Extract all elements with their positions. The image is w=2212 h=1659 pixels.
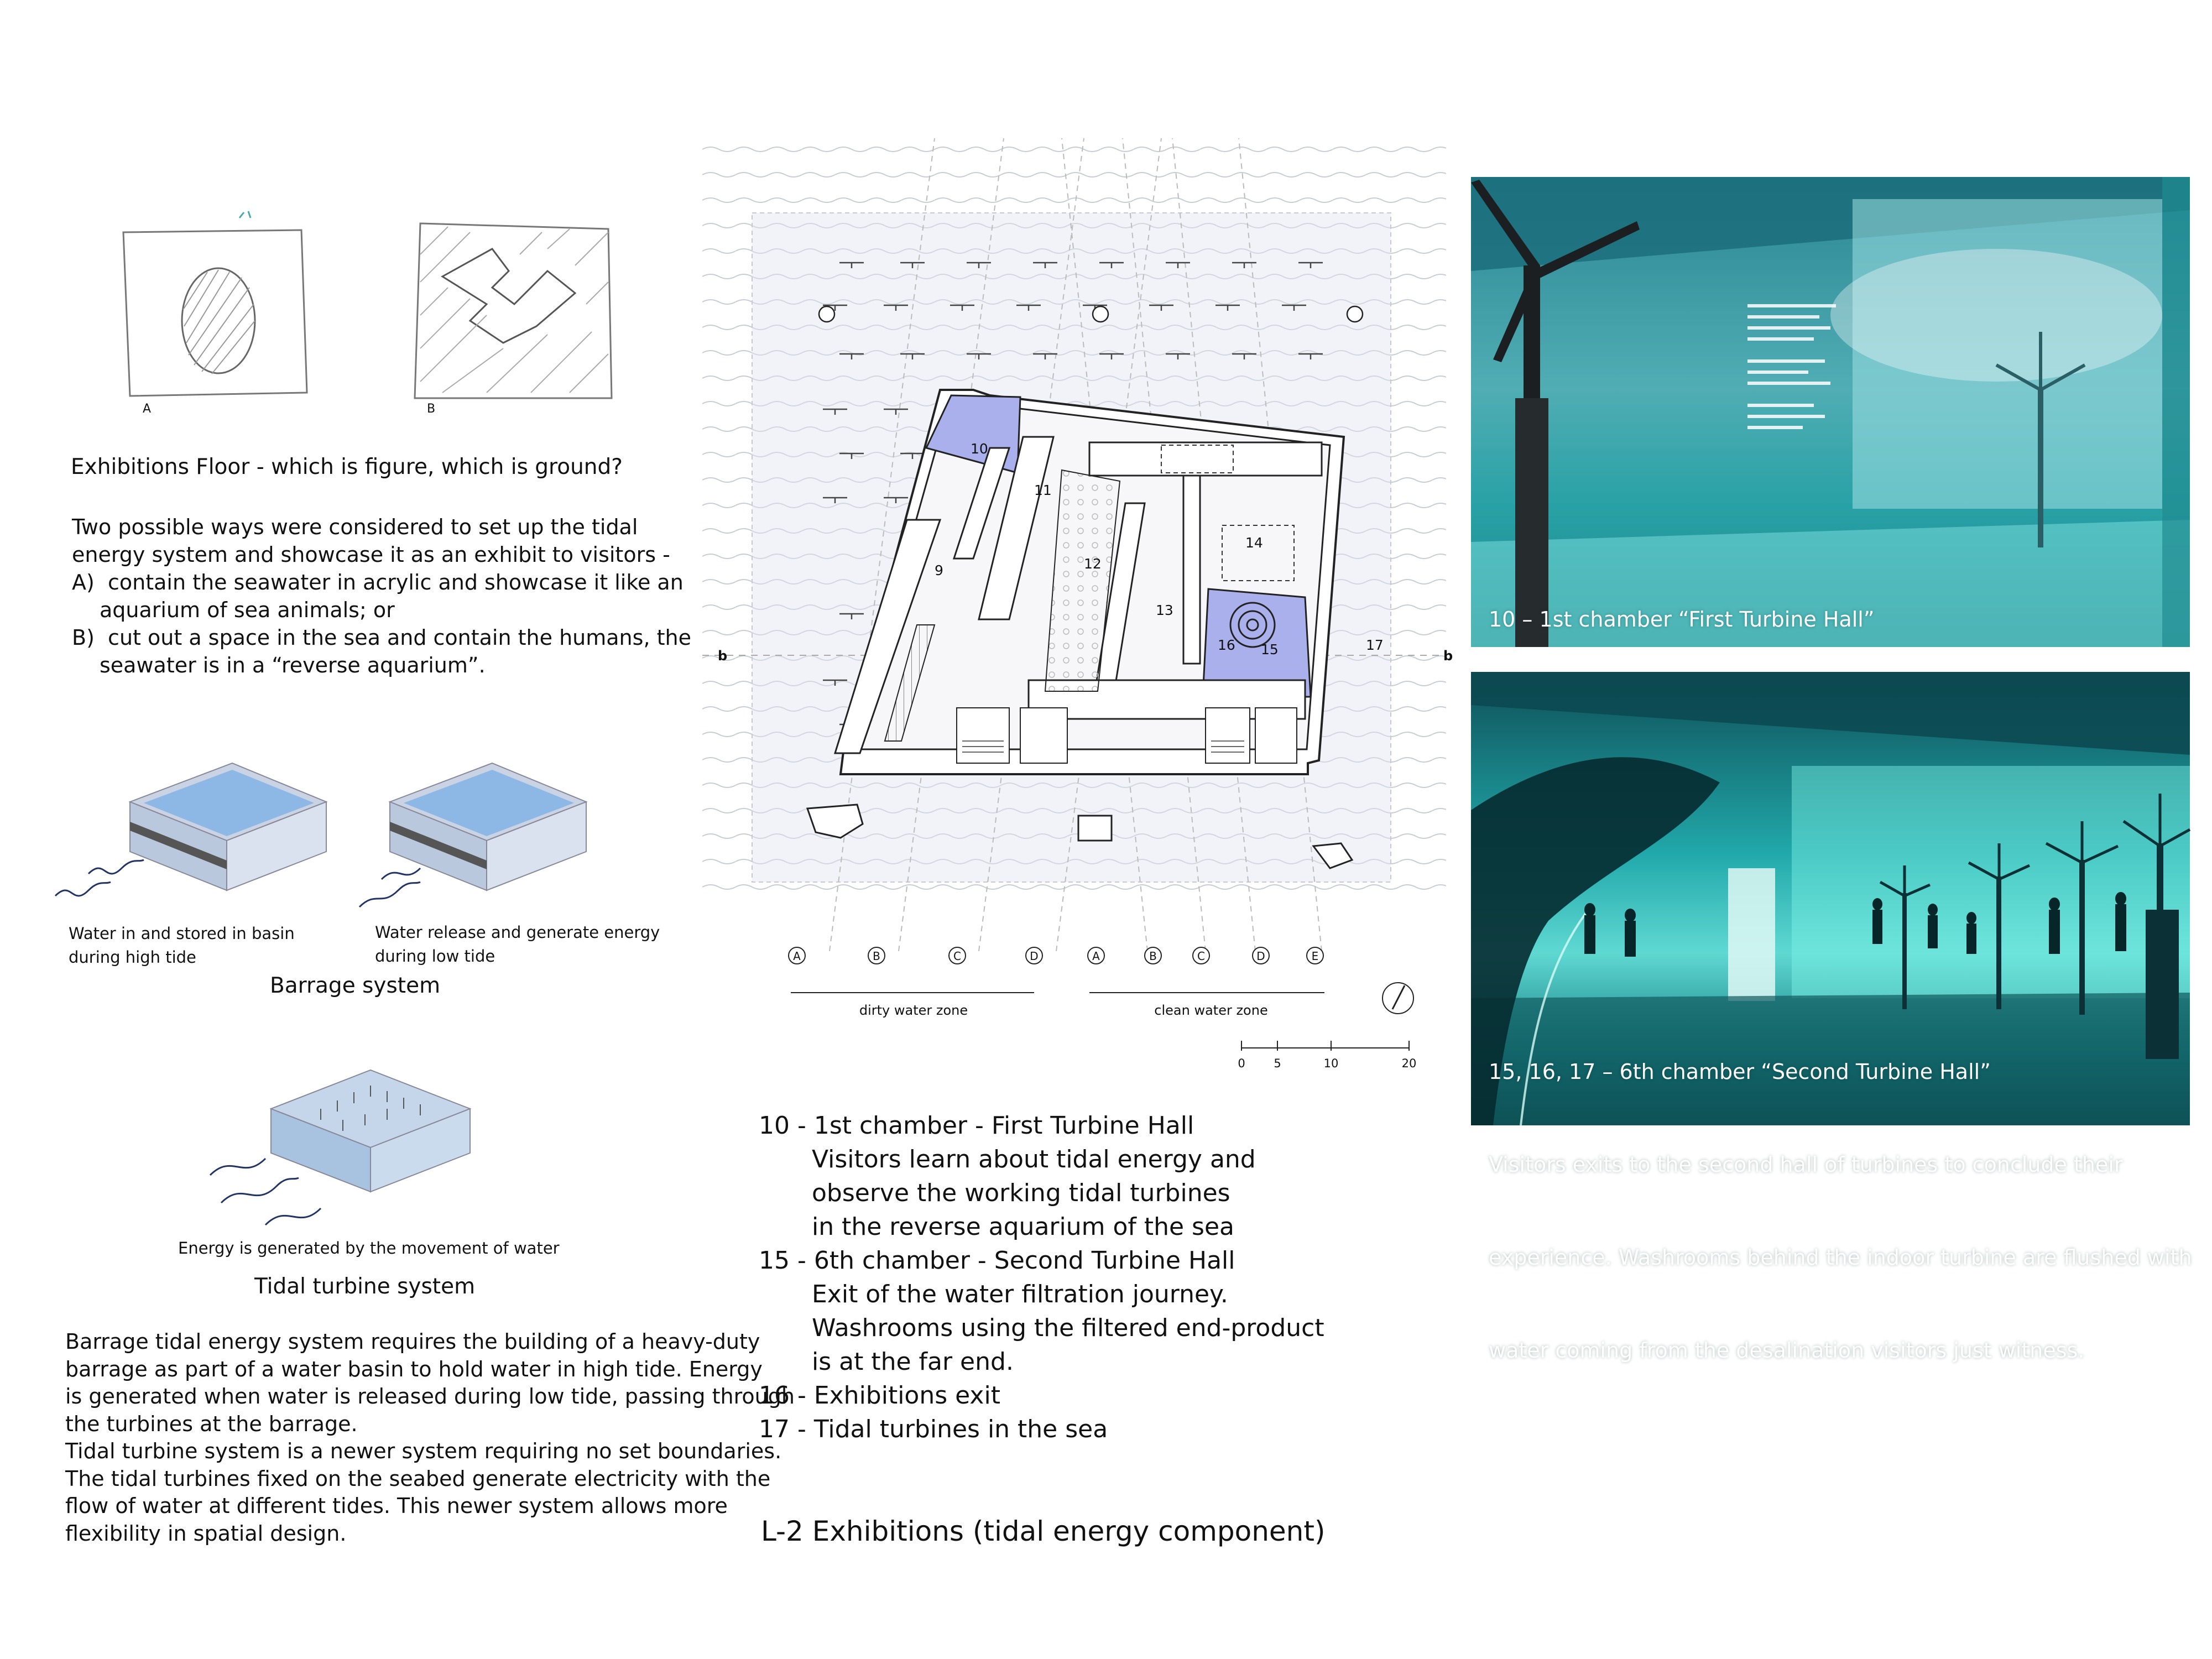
second-turbine-hall-render [1471,672,2192,1363]
sketch-a-label: A [143,402,152,416]
room-12: 12 [1084,556,1102,572]
legend-item-17: 17 - Tidal turbines in the sea [759,1415,1108,1443]
floor-plan [702,138,1460,1078]
axis-clean-c: C [1197,950,1205,963]
legend-item-10-line: observe the working tidal turbines [812,1179,1230,1207]
description-line: Tidal turbine system is a newer system requiring no set boundaries. [65,1439,782,1463]
room-14: 14 [1245,535,1263,551]
dirty-water-zone-label: dirty water zone [859,1003,968,1018]
legend-item-15-line: Washrooms using the filtered end-product [812,1314,1324,1342]
description-line: The tidal turbines fixed on the seabed generate electricity with the [65,1466,771,1491]
barrage-caption-high-tide: Water in and stored in basin during high tide [69,924,295,967]
north-arrow-icon [1383,983,1413,1014]
legend-item-15-title: 15 - 6th chamber - Second Turbine Hall [759,1246,1235,1275]
axis-clean-d: D [1256,950,1265,963]
tidal-caption: Energy is generated by the movement of water [178,1239,560,1258]
photo-1-caption-title: 10 – 1st chamber “First Turbine Hall” [1489,607,1875,632]
photo-2-caption-line: experience. Washrooms behind the indoor turbine are flushed with [1489,1245,2192,1270]
axis-dirty-a: A [793,950,801,963]
axis-dirty-d: D [1030,950,1039,963]
legend-item-15-line: Exit of the water filtration journey. [812,1280,1228,1308]
description-line: is generated when water is released during low tide, passing through [65,1384,795,1408]
tidal-energy-description [65,1328,795,1547]
description-line: barrage as part of a water basin to hold water in high tide. Energy [65,1357,763,1381]
photo-2-caption-title: 15, 16, 17 – 6th chamber “Second Turbine Hall” [1489,1060,1991,1084]
legend-item-15-line: is at the far end. [812,1348,1014,1376]
legend-item-10-line: Visitors learn about tidal energy and [812,1145,1256,1173]
barrage-diagram-high-tide [50,741,337,907]
description-line: Barrage tidal energy system requires the building of a heavy-duty [65,1329,760,1354]
plan-title: L-2 Exhibitions (tidal energy component) [761,1515,1326,1547]
tidal-turbine-diagram [199,1048,487,1230]
room-15: 15 [1261,641,1279,658]
barrage-caption-low-tide: Water release and generate energy during low tide [375,923,660,966]
legend-item-16: 16 - Exhibitions exit [759,1381,1000,1410]
scale-5: 5 [1274,1057,1281,1070]
legend-item-10-line: in the reverse aquarium of the sea [812,1213,1235,1241]
description-line: the turbines at the barrage. [65,1411,358,1436]
axis-clean-a: A [1092,950,1100,963]
axis-clean-e: E [1311,950,1319,963]
sketch-a [119,210,318,409]
scale-20: 20 [1401,1057,1417,1070]
sketch-b-label: B [427,402,436,416]
section-mark-left: b [718,648,728,664]
figure-ground-title: Exhibitions Floor - which is figure, which is ground? [71,455,623,479]
scale-10: 10 [1323,1057,1339,1070]
tidal-title: Tidal turbine system [254,1274,476,1299]
photo-2-caption-line: Visitors exits to the second hall of turbines to conclude their [1489,1152,2123,1177]
clean-water-zone-label: clean water zone [1154,1003,1268,1018]
description-line: flexibility in spatial design. [65,1521,347,1546]
photo-2-caption-line: water coming from the desalination visitors just witness. [1489,1338,2085,1363]
axis-dirty-c: C [953,950,961,963]
room-11: 11 [1034,482,1052,498]
room-legend [759,1109,1324,1446]
room-17: 17 [1366,637,1384,653]
photo-2-caption [1489,994,2192,1428]
scale-0: 0 [1238,1057,1245,1070]
description-line: flow of water at different tides. This newer system allows more [65,1494,728,1518]
sketch-b [409,210,619,409]
barrage-diagram-low-tide [348,741,636,907]
figure-ground-text: Two possible ways were considered to set up the tidal energy system and showcase it as an exhibit to visitors - A) contain the seawater in acrylic and showcase it like an aquarium of sea animals; or B) cut out a space in the sea and contain the humans, the seawater is in a “reverse aquarium”. [72,515,691,677]
room-10: 10 [971,441,988,457]
room-9: 9 [935,562,943,578]
barrage-title: Barrage system [270,973,441,998]
room-13: 13 [1156,602,1173,618]
axis-dirty-b: B [873,950,880,963]
section-mark-right: b [1443,648,1453,664]
first-turbine-hall-render [1471,177,2190,647]
legend-item-10-title: 10 - 1st chamber - First Turbine Hall [759,1112,1194,1140]
room-16: 16 [1218,637,1235,653]
axis-clean-b: B [1149,950,1157,963]
